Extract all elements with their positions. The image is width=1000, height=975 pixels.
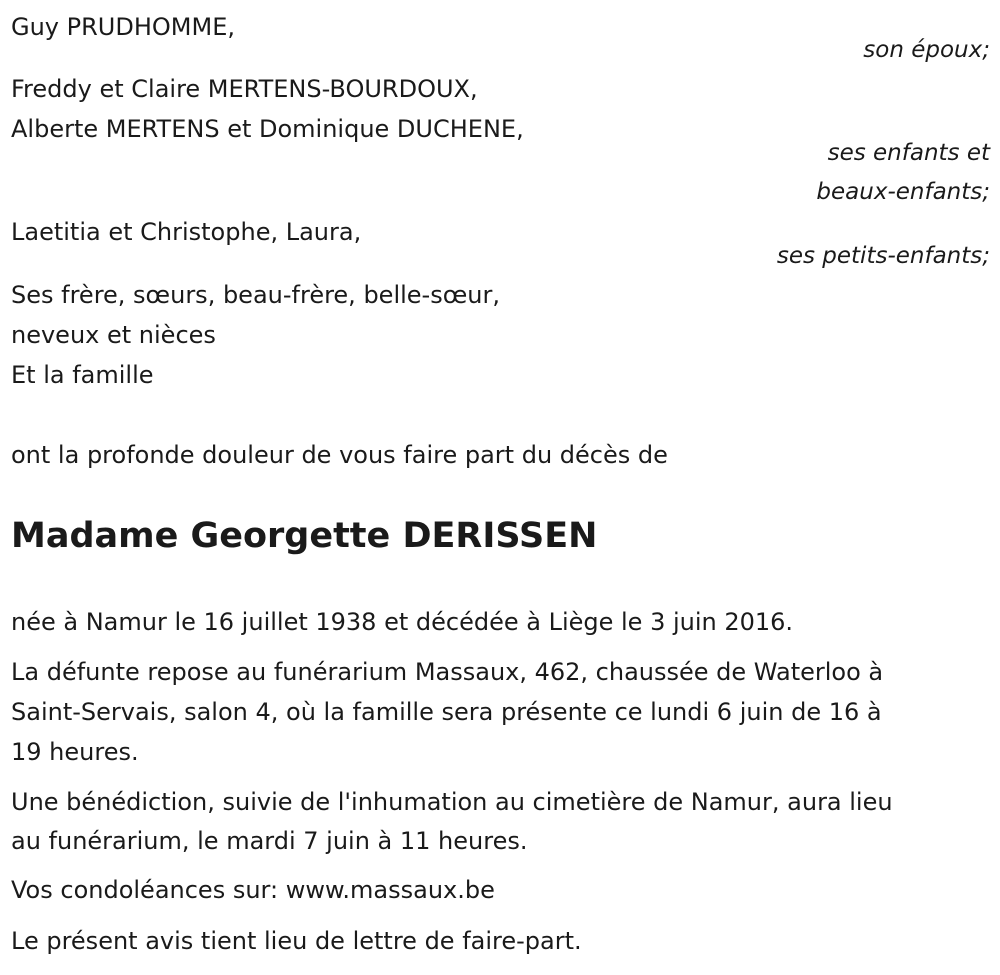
grandchildren-names: Laetitia et Christophe, Laura,: [11, 218, 362, 246]
announcement-text: ont la profonde douleur de vous faire part du décès de: [11, 441, 668, 469]
repose-line-2: Saint-Servais, salon 4, où la famille sera présente ce lundi 6 juin de 16 à: [11, 698, 882, 726]
children-line-1: Freddy et Claire MERTENS-BOURDOUX,: [11, 75, 478, 103]
grandchildren-role: ses petits-enfants;: [776, 243, 990, 269]
condolences-text: Vos condoléances sur: www.massaux.be: [11, 876, 495, 904]
deceased-name: Madame Georgette DERISSEN: [11, 516, 598, 556]
ceremony-line-2: au funérarium, le mardi 7 juin à 11 heures.: [11, 827, 528, 855]
birth-death-text: née à Namur le 16 juillet 1938 et décédée à Liège le 3 juin 2016.: [11, 608, 794, 636]
relatives-line-1: Ses frère, sœurs, beau-frère, belle-sœur,: [11, 281, 500, 309]
notice-text: Le présent avis tient lieu de lettre de faire-part.: [11, 927, 582, 955]
spouse-role: son époux;: [863, 37, 990, 63]
spouse-name: Guy PRUDHOMME,: [11, 13, 235, 41]
repose-line-3: 19 heures.: [11, 738, 139, 766]
children-line-2: Alberte MERTENS et Dominique DUCHENE,: [11, 115, 524, 143]
ceremony-line-1: Une bénédiction, suivie de l'inhumation au cimetière de Namur, aura lieu: [11, 788, 893, 816]
repose-line-1: La défunte repose au funérarium Massaux, 462, chaussée de Waterloo à: [11, 658, 884, 686]
relatives-line-3: Et la famille: [11, 361, 154, 389]
relatives-line-2: neveux et nièces: [11, 321, 216, 349]
children-role-line-1: ses enfants et: [827, 140, 990, 166]
children-role-line-2: beaux-enfants;: [816, 179, 990, 205]
